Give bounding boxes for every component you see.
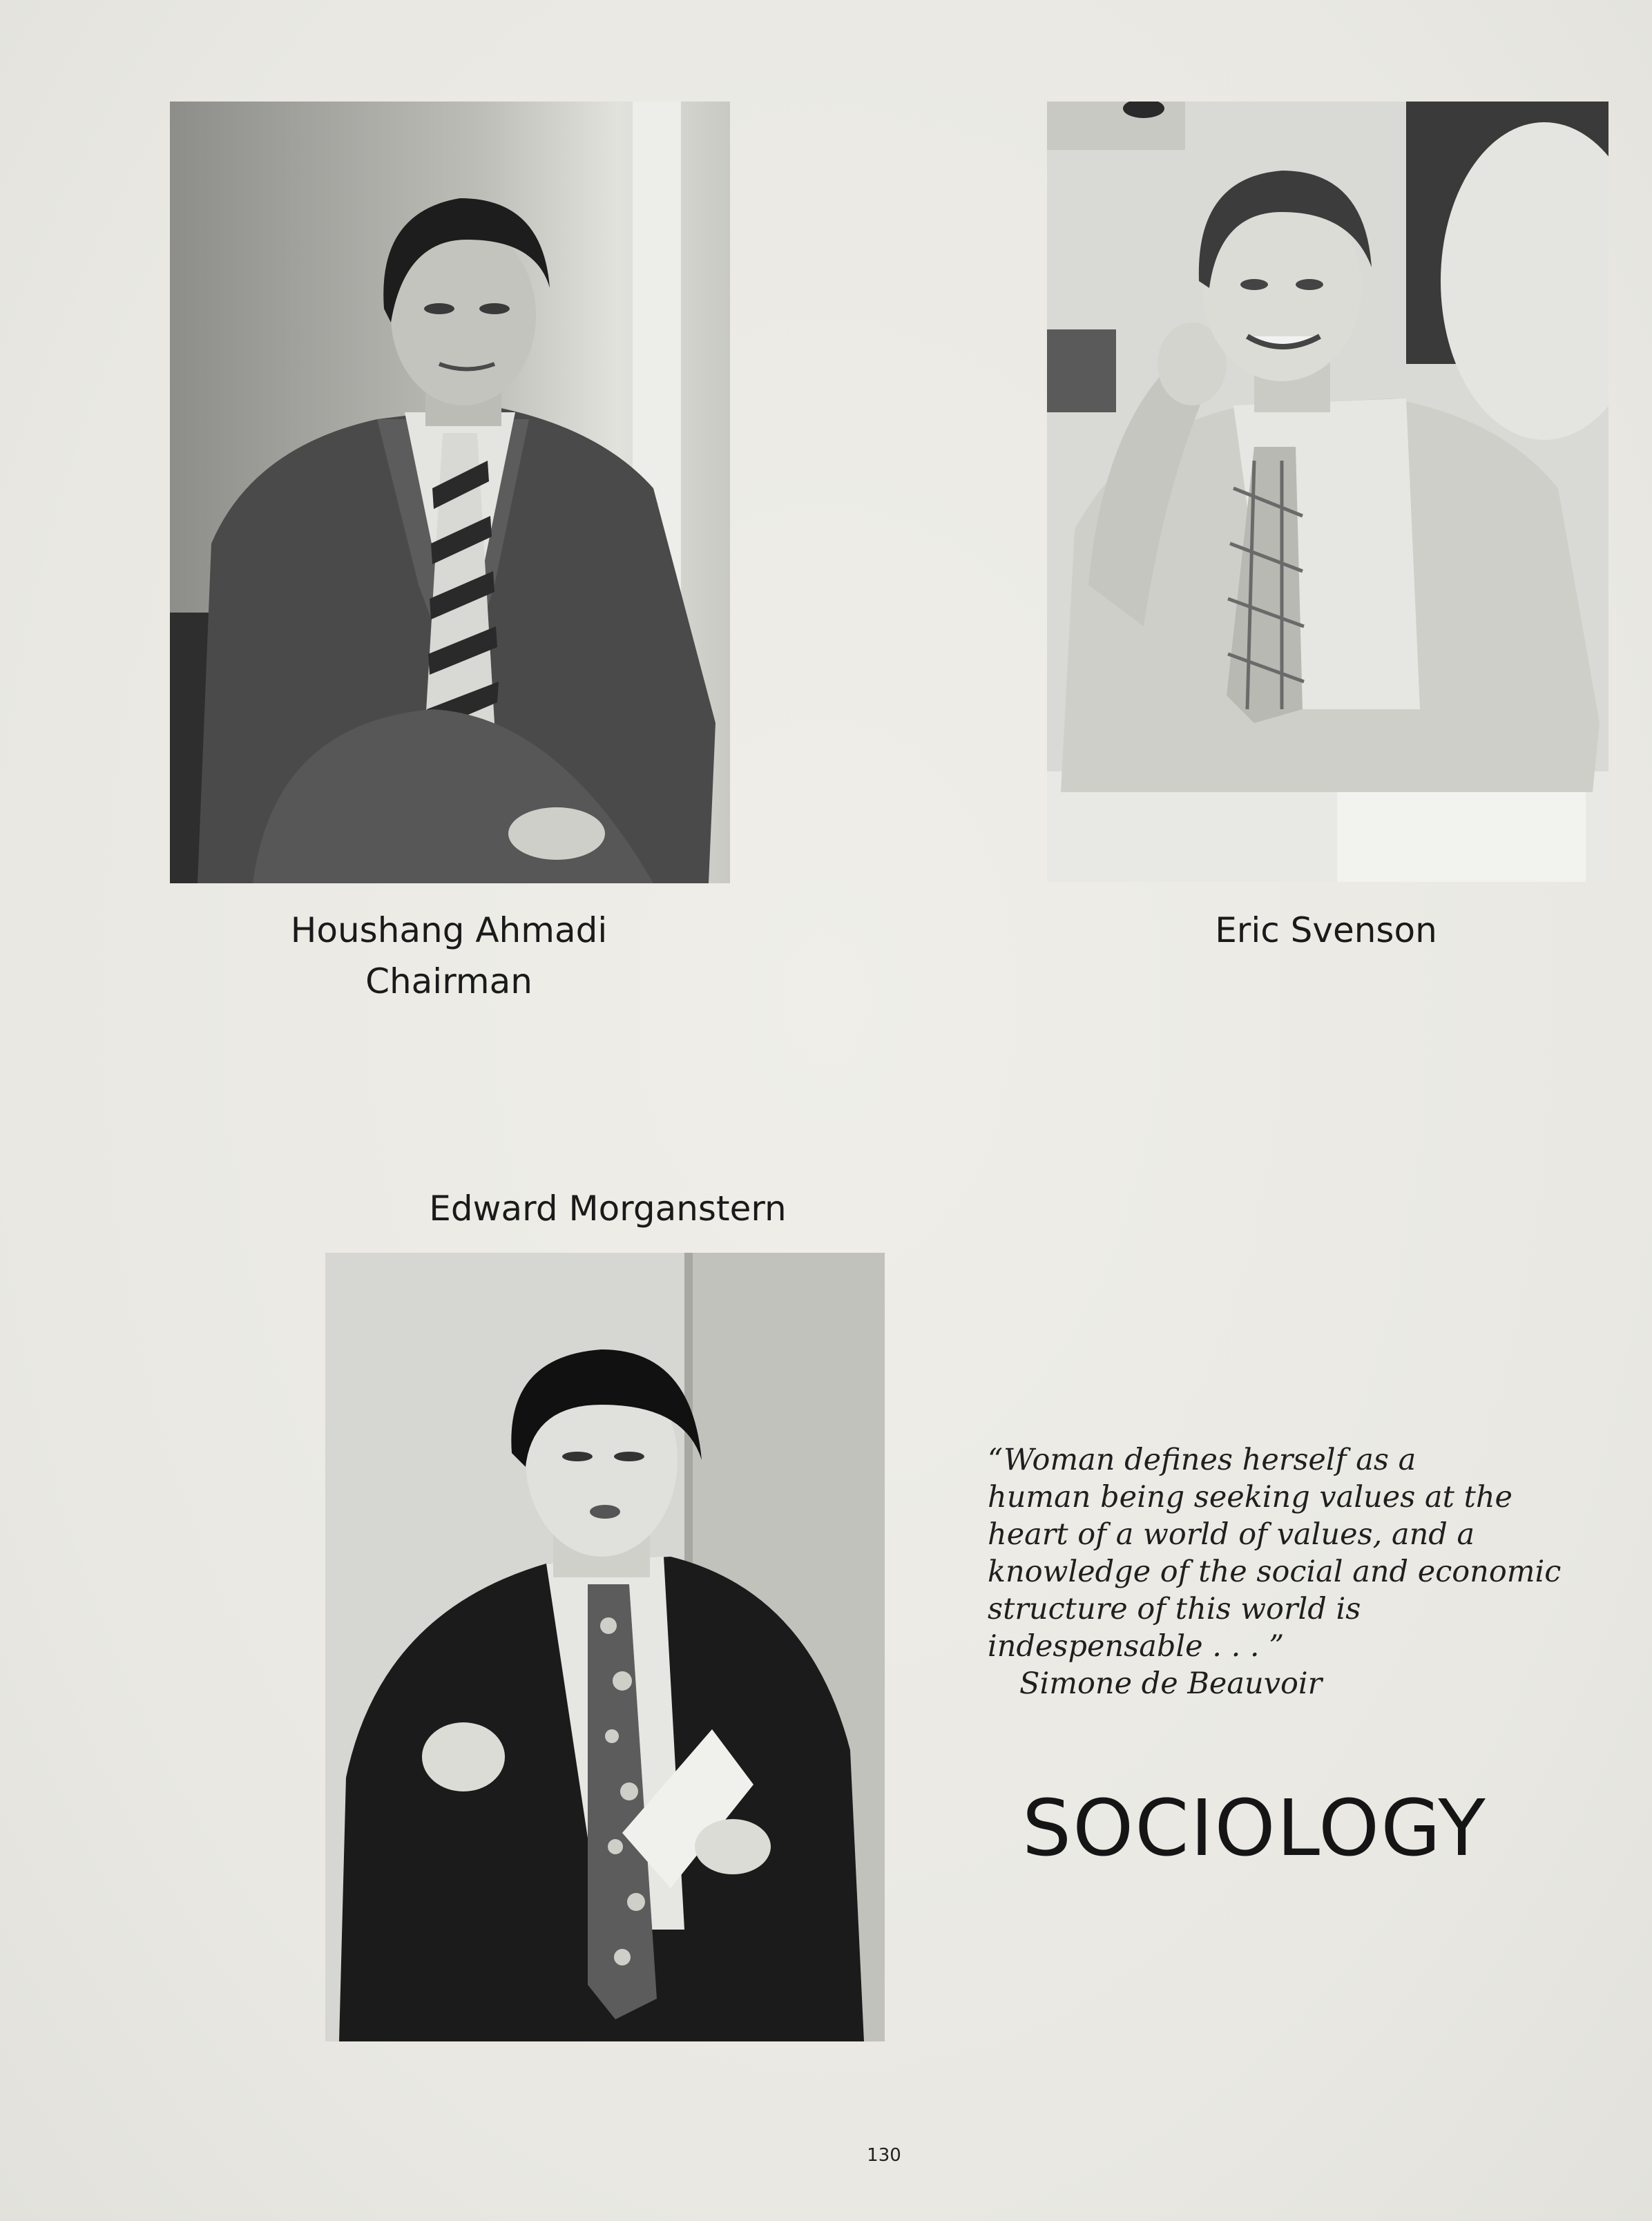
portrait-morganstern-image	[325, 1253, 885, 2041]
portrait-photo-morganstern	[325, 1253, 885, 2041]
quote-line: indespensable . . . ”	[988, 1629, 1285, 1664]
portrait-photo-svenson	[1047, 102, 1608, 882]
quote-attribution: Simone de Beauvoir	[1019, 1666, 1323, 1701]
faculty-name-svenson: Eric Svenson	[1215, 910, 1437, 950]
department-title: SOCIOLOGY	[1022, 1784, 1487, 1874]
faculty-name-ahmadi: Houshang Ahmadi	[290, 910, 608, 950]
caption-morganstern	[387, 1183, 829, 1234]
page-number: 130	[867, 2145, 901, 2166]
faculty-name-morganstern: Edward Morganstern	[429, 1189, 787, 1229]
quote-line: knowledge of the social and economic	[988, 1555, 1562, 1589]
faculty-title-ahmadi: Chairman	[365, 961, 532, 1001]
beauvoir-quote	[988, 1441, 1582, 1702]
portrait-photo-ahmadi	[170, 102, 730, 883]
caption-ahmadi	[228, 905, 670, 1007]
quote-line: heart of a world of values, and a	[988, 1517, 1475, 1552]
quote-line: “Woman defines herself as a	[988, 1443, 1416, 1477]
quote-line: human being seeking values at the	[988, 1480, 1512, 1515]
quote-line: structure of this world is	[988, 1592, 1361, 1626]
portrait-ahmadi-image	[170, 102, 730, 883]
portrait-svenson-image	[1047, 102, 1608, 882]
caption-svenson	[1119, 905, 1533, 956]
